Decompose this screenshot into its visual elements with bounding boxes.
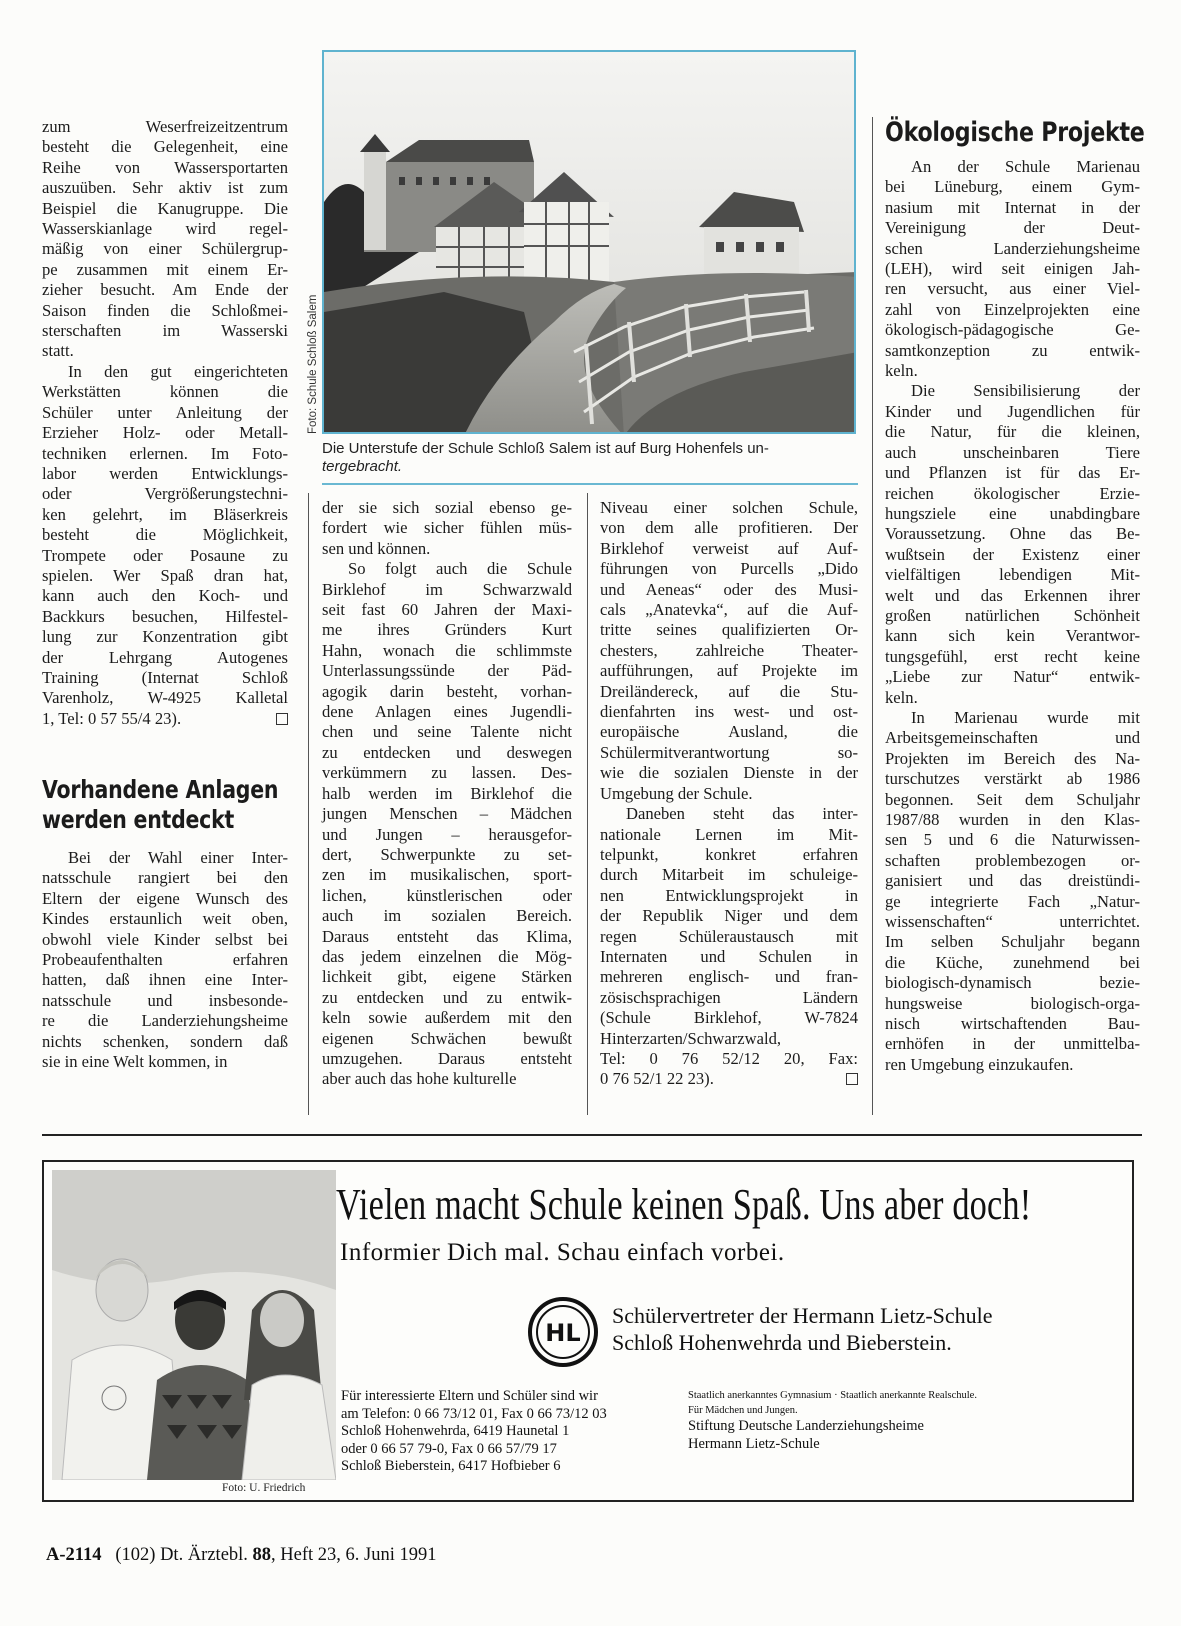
text-line: dert, Schwerpunkte zu set- (322, 844, 572, 864)
text-line: ren Umgebung einzukaufen. (885, 1054, 1074, 1074)
text-line: seit fast 60 Jahren der Maxi- (322, 600, 572, 620)
text-line: tungsgefühl, erst recht keine (885, 646, 1140, 666)
heading-line-2: werden entdeckt (42, 805, 235, 834)
text-line: Wasserskianlage wird regel- (42, 219, 288, 239)
ad-organisation: Schülervertreter der Hermann Lietz-Schule Schloß Hohenwehrda und Bieberstein. (612, 1303, 993, 1355)
page-number: A-2114 (46, 1545, 102, 1565)
ad-headline: Vielen macht Schule keinen Spaß. Uns aber doch! (336, 1180, 1032, 1229)
text-line: „Liebe zur Natur“ entwik- (885, 667, 1140, 687)
text-line: Unterlassungssünde der Päd- (322, 661, 572, 681)
text-line: hatten, daß ihnen eine Inter- (42, 970, 288, 990)
text-line: me ihres Gründers Kurt (322, 620, 572, 640)
text-line: Projekten im Bereich des Na- (885, 748, 1140, 768)
text-line: Saison finden die Schloßmei- (42, 300, 288, 320)
page-footer: A-2114 (102) Dt. Ärztebl. 88, Heft 23, 6. Juni 1991 (46, 1545, 437, 1565)
heading-oekologische-projekte: Ökologische Projekte (885, 117, 1145, 148)
text-line: auch im sozialen Bereich. (322, 906, 572, 926)
text-line: spielen. Wer Spaß dran hat, (42, 565, 288, 585)
text-line: führungen von Purcells „Dido (600, 559, 858, 579)
text-line: umzugehen. Daraus entsteht (322, 1048, 572, 1068)
text-line: die Küche, zunehmend bei (885, 952, 1140, 972)
text-line: keln sowie außerdem mit den (322, 1008, 572, 1028)
end-of-article-mark (846, 1073, 858, 1085)
text-line: Dreiländereck, auf die Stu- (600, 681, 858, 701)
text-line: aufführungen, auf Projekte im (600, 661, 858, 681)
text-line: halb werden im Birklehof die (322, 783, 572, 803)
text-line: keln. (885, 687, 918, 707)
text-line: schen Landerziehungsheime (885, 238, 1140, 258)
column-1-bottom (42, 848, 288, 1072)
text-line: von dem alle profitieren. Der (600, 518, 858, 538)
text-line: Voraussetzung. Ohne das Be- (885, 524, 1140, 544)
text-line: wissenschaften“ unterrichtet. (885, 912, 1140, 932)
text-line: Schüler unter Anleitung der (42, 402, 288, 422)
text-line: mehreren englisch- und fran- (600, 967, 858, 987)
text-line: auch unscheinbaren Tiere (885, 442, 1140, 462)
text-line: pe zusammen mit einem Er- (42, 259, 288, 279)
text-line: (LEH), wird seit einigen Jah- (885, 259, 1140, 279)
text-line: der Lehrgang Autogenes (42, 647, 288, 667)
text-line: re die Landerziehungsheime (42, 1011, 288, 1031)
ad-contact-info: Für interessierte Eltern und Schüler sind wir am Telefon: 0 66 73/12 01, Fax 0 66 73/12 03 Schloß Hohenwehrda, 6419 Haunetal 1 oder 0 66 57 79-0, Fax 0 66 57/79 17 Schloß Bieberstein, 6417 Hofbieber 6 (341, 1388, 607, 1474)
text-line: zu entdecken und deswegen (322, 742, 572, 762)
text-line: ernhöfen in der unmittelba- (885, 1034, 1140, 1054)
text-line: zieher besucht. Am Ende der (42, 280, 288, 300)
horizontal-rule (42, 1134, 1142, 1136)
text-line: nationale Lernen im Mit- (600, 824, 858, 844)
students-photo (52, 1170, 336, 1480)
text-line: regen Schüleraustausch mit (600, 926, 858, 946)
text-line: Umgebung der Schule. (600, 783, 753, 803)
hermann-lietz-logo (527, 1296, 599, 1368)
text-line: eigenen Schwächen bewußt (322, 1028, 572, 1048)
castle-photo (322, 50, 856, 434)
ad-school-info: Staatlich anerkanntes Gymnasium · Staatlich anerkannte Realschule. Für Mädchen und Jungen. Stiftung Deutsche Landerziehungsheime Hermann Lietz-Schule (688, 1390, 977, 1452)
ad-photo-credit: Foto: U. Friedrich (222, 1482, 306, 1494)
text-line: ökologisch-pädagogische Ge- (885, 320, 1140, 340)
text-line: hungsziele eine unabdingbare (885, 503, 1140, 523)
text-line: und Jungen – herausgefor- (322, 824, 572, 844)
text-line: bei Lüneburg, einem Gym- (885, 177, 1140, 197)
text-line: Hinterzarten/Schwarzwald, (600, 1028, 782, 1048)
text-line: wußtsein der Existenz einer (885, 544, 1140, 564)
text-line: Vereinigung der Deut- (885, 218, 1140, 238)
text-line: der Republik Niger und dem (600, 906, 858, 926)
text-line: Backkurs besuchen, Hilfestel- (42, 606, 288, 626)
text-line: großen natürlichen Schönheit (885, 605, 1140, 625)
text-line: sterschaften im Wasserski (42, 321, 288, 341)
end-of-article-mark (276, 713, 288, 725)
text-line: An der Schule Marienau (911, 157, 1140, 176)
advertisement (42, 1160, 1134, 1502)
text-line: cals „Anatevka“, auf die Auf- (600, 600, 858, 620)
text-line: Birklehof im Schwarzwald (322, 579, 572, 599)
text-line: Kinder und Jugendlichen für (885, 401, 1140, 421)
ad-subline: Informier Dich mal. Schau einfach vorbei. (340, 1239, 785, 1266)
text-line: Bei der Wahl einer Inter- (68, 848, 288, 867)
text-line: So folgt auch die Schule (348, 559, 572, 579)
heading-line-1: Vorhandene Anlagen (42, 775, 279, 804)
caption-rule (322, 483, 858, 485)
column-3 (600, 498, 858, 1090)
text-line: Beispiel die Kanugruppe. Die (42, 198, 288, 218)
column-divider-3 (872, 117, 873, 1115)
text-line: Daraus entsteht das Klima, (322, 926, 572, 946)
text-line: durch Mitarbeit im schuleige- (600, 865, 858, 885)
text-line: techniken erlernen. Im Foto- (42, 443, 288, 463)
text-line: Erzieher Holz- oder Metall- (42, 423, 288, 443)
text-line: hungsweise biologisch-orga- (885, 993, 1140, 1013)
text-line: chesters, zahlreiche Theater- (600, 640, 858, 660)
text-line: kann sich kein Verantwor- (885, 626, 1140, 646)
text-line: zösischsprachigen Ländern (600, 987, 858, 1007)
text-line: auszuüben. Sehr aktiv ist zum (42, 178, 288, 198)
photo-caption: Die Unterstufe der Schule Schloß Salem ist auf Burg Hohenfels un- tergebracht. (322, 440, 769, 475)
text-line: Im selben Schuljahr begann (885, 932, 1140, 952)
text-line: keln. (885, 361, 918, 381)
text-line: labor werden Entwicklungs- (42, 463, 288, 483)
text-line: chen und seine Talente nicht (322, 722, 572, 742)
text-line: nisch wirtschaftenden Bau- (885, 1014, 1140, 1034)
column-4 (885, 157, 1140, 1075)
text-line: die Natur, für die kleinen, (885, 422, 1140, 442)
text-line: In Marienau wurde mit (911, 707, 1140, 727)
text-line: nasium mit Internat in der (885, 197, 1140, 217)
text-line: oder Vergrößerungstechni- (42, 484, 288, 504)
text-line: 0 76 52/1 22 23). (600, 1069, 858, 1089)
text-line: lichkeit gibt, eigene Stärken (322, 967, 572, 987)
text-line: welt und das Erkennen ihrer (885, 585, 1140, 605)
text-line: ge integrierte Fach „Natur- (885, 891, 1140, 911)
text-line: Internaten und Schulen in (600, 946, 858, 966)
text-line: sen 5 und 6 die Naturwissen- (885, 830, 1140, 850)
text-line: ken gelehrt, im Bläserkreis (42, 504, 288, 524)
text-line: In den gut eingerichteten (68, 361, 288, 381)
text-line: besteht die Gelegenheit, eine (42, 137, 288, 157)
text-line: telpunkt, konkret erfahren (600, 844, 858, 864)
text-line: obwohl viele Kinder selbst bei (42, 929, 288, 949)
text-line: agogik darin besteht, vorhan- (322, 681, 572, 701)
text-line: Eltern der eigene Wunsch des (42, 888, 288, 908)
text-line: Tel: 0 76 52/12 20, Fax: (600, 1048, 858, 1068)
text-line: sie in eine Welt kommen, in (42, 1052, 228, 1072)
text-line: lung zur Konzentration gibt (42, 627, 288, 647)
text-line: lichen, künstlerischen oder (322, 885, 572, 905)
text-line: wie die sozialen Dienste in der (600, 763, 858, 783)
text-line: und Pflanzen ist für das Er- (885, 463, 1140, 483)
text-line: europäische Ausland, die (600, 722, 858, 742)
text-line: Trompete oder Posaune zu (42, 545, 288, 565)
text-line: dene Anlagen eines Jugendli- (322, 702, 572, 722)
text-line: Birklehof verweist auf Auf- (600, 538, 858, 558)
text-line: natsschule und insbesonde- (42, 990, 288, 1010)
text-line: dienfahrten ins west- und ost- (600, 702, 858, 722)
text-line: aber auch das hohe kulturelle (322, 1069, 517, 1089)
text-line: kann auch den Koch- und (42, 586, 288, 606)
text-line: samtkonzeption zu entwik- (885, 340, 1140, 360)
column-divider-1 (308, 493, 309, 1115)
text-line: (Schule Birklehof, W-7824 (600, 1008, 858, 1028)
column-2 (322, 498, 572, 1090)
text-line: Kindes erstaunlich weit oben, (42, 909, 288, 929)
text-line: Varenholz, W-4925 Kalletal (42, 688, 288, 708)
text-line: begonnen. Seit dem Schuljahr (885, 789, 1140, 809)
text-line: Werkstätten können die (42, 382, 288, 402)
text-line: Daneben steht das inter- (626, 804, 858, 824)
text-line: turschutzes verstärkt ab 1986 (885, 769, 1140, 789)
text-line: und Aeneas“ oder des Musi- (600, 579, 858, 599)
text-line: verkümmern zu lassen. Des- (322, 763, 572, 783)
column-divider-2 (587, 493, 588, 1115)
text-line: tritte seines qualifizierten Or- (600, 620, 858, 640)
text-line: 1987/88 wurden in den Klas- (885, 810, 1140, 829)
text-line: reichen ökologischer Erzie- (885, 483, 1140, 503)
text-line: Probeaufenthalten erfahren (42, 950, 288, 970)
text-line: ren versucht, aus einer Viel- (885, 279, 1140, 299)
text-line: 1, Tel: 0 57 55/4 23). (42, 709, 288, 729)
text-line: sen und können. (322, 538, 431, 558)
text-line: Hahn, wonach die schlimmste (322, 640, 572, 660)
text-line: mäßig von einer Schülergrup- (42, 239, 288, 259)
text-line: fordert wie sicher fühlen müs- (322, 518, 572, 538)
text-line: statt. (42, 341, 74, 361)
text-line: Niveau einer solchen Schule, (600, 498, 858, 517)
column-1-top (42, 117, 288, 729)
text-line: Schülermitverantwortung so- (600, 742, 858, 762)
text-line: natsschule rangiert bei den (42, 868, 288, 888)
text-line: zu entdecken und zu entwik- (322, 987, 572, 1007)
text-line: besteht die Möglichkeit, (42, 525, 288, 545)
text-line: ganisiert und das dreistündi- (885, 871, 1140, 891)
text-line: das jedem einzelnen die Mög- (322, 946, 572, 966)
text-line: zahl von Einzelprojekten eine (885, 299, 1140, 319)
text-line: Arbeitsgemeinschaften und (885, 728, 1140, 748)
photo-credit-vertical: Foto: Schule Schloß Salem (307, 294, 319, 434)
text-line: Training (Internat Schloß (42, 667, 288, 687)
text-line: nen Entwicklungsprojekt in (600, 885, 858, 905)
text-line: biologisch-dynamisch bezie- (885, 973, 1140, 993)
text-line: zen im musikalischen, sport- (322, 865, 572, 885)
text-line: Reihe von Wassersportarten (42, 157, 288, 177)
text-line: schaften problembezogen or- (885, 850, 1140, 870)
text-line: jungen Menschen – Mädchen (322, 804, 572, 824)
text-line: Die Sensibilisierung der (911, 381, 1140, 401)
logo-letters: HL (545, 1319, 581, 1347)
text-line: vielfältigen lebendigen Mit- (885, 565, 1140, 585)
text-line: zum Weserfreizeitzentrum (42, 117, 288, 136)
heading-vorhandene-anlagen (42, 775, 330, 835)
text-line: der sie sich sozial ebenso ge- (322, 498, 572, 517)
text-line: nichts schenken, sondern daß (42, 1031, 288, 1051)
